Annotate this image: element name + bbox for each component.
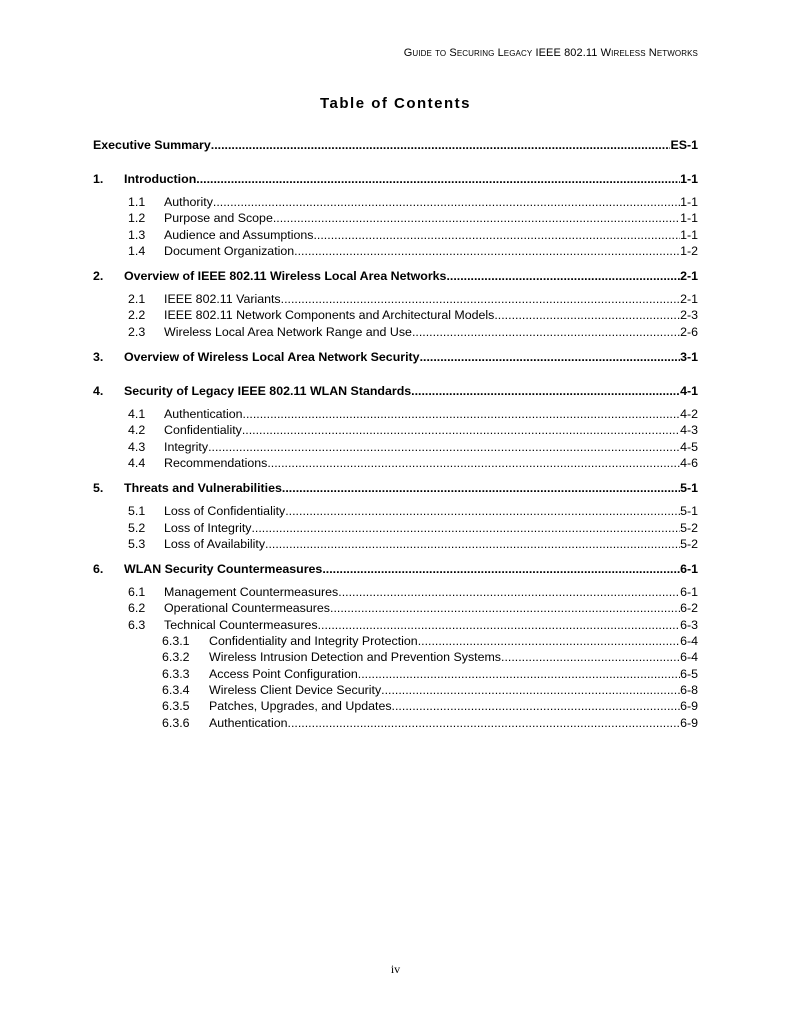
- toc-entry-label: Loss of Confidentiality: [164, 504, 286, 519]
- toc-subsection[interactable]: [93, 307, 698, 323]
- toc-subsubsection[interactable]: [93, 649, 698, 665]
- toc-entry-number: 5.: [93, 481, 104, 496]
- dot-leader: [418, 633, 680, 649]
- toc-entry-page: 6-1: [680, 585, 698, 600]
- dot-leader: [446, 267, 680, 285]
- toc-entry-label: Overview of Wireless Local Area Network Security: [124, 350, 420, 365]
- dot-leader: [294, 243, 680, 259]
- toc-entry-page: 2-1: [680, 292, 698, 307]
- toc-entry-label: Authentication: [209, 715, 288, 730]
- toc-entry-page: 5-2: [680, 520, 698, 535]
- toc-entry-label: Threats and Vulnerabilities: [124, 481, 282, 496]
- toc-entry-label: IEEE 802.11 Network Components and Architectural Models: [164, 308, 495, 323]
- toc-entry-label: Wireless Local Area Network Range and Use: [164, 324, 412, 339]
- dot-leader: [265, 536, 680, 552]
- dot-leader: [273, 210, 680, 226]
- toc-entry-number: 2.2: [128, 308, 146, 323]
- toc-subsection[interactable]: [93, 324, 698, 340]
- toc-entry-label: Wireless Client Device Security: [209, 682, 382, 697]
- dot-leader: [242, 422, 680, 438]
- toc-entry-page: 4-1: [680, 384, 698, 399]
- dot-leader: [282, 479, 680, 497]
- toc-entry-page: 6-3: [680, 617, 698, 632]
- toc-entry-page: 6-5: [680, 666, 698, 681]
- toc-subsection[interactable]: [93, 210, 698, 226]
- toc-subsection[interactable]: [93, 439, 698, 455]
- toc-entry-label: Wireless Intrusion Detection and Prevention Systems: [209, 650, 501, 665]
- toc-entry-page: 6-8: [680, 682, 698, 697]
- toc-entry-page: 1-1: [680, 195, 698, 209]
- toc-entry-label: Technical Countermeasures: [164, 617, 318, 632]
- toc-entry-page: 6-2: [680, 601, 698, 616]
- dot-leader: [211, 136, 671, 154]
- toc-entry-page: 1-1: [680, 211, 698, 226]
- toc-entry-number: 6.3.4: [162, 682, 190, 697]
- toc-entry-label: Executive Summary: [93, 138, 211, 152]
- toc-entry-number: 4.4: [128, 455, 146, 470]
- toc-entry-page: 2-1: [680, 269, 698, 284]
- toc-subsection[interactable]: [93, 520, 698, 536]
- dot-leader: [285, 503, 680, 519]
- dot-leader: [381, 682, 680, 698]
- toc-entry-number: 1.: [93, 172, 104, 186]
- toc-entry-number: 2.1: [128, 292, 146, 307]
- toc-entry-label: Overview of IEEE 802.11 Wireless Local Area Networks: [124, 269, 447, 284]
- toc-subsection[interactable]: [93, 227, 698, 243]
- toc-entry-label: Security of Legacy IEEE 802.11 WLAN Standards: [124, 384, 412, 399]
- toc-entry-label: Introduction: [124, 172, 197, 186]
- toc-entry-page: 6-9: [680, 699, 698, 714]
- toc-entry-number: 5.1: [128, 504, 146, 519]
- toc-entry-label: Management Countermeasures: [164, 585, 339, 600]
- toc-section-5[interactable]: [93, 479, 698, 497]
- toc-entry-number: 6.3.1: [162, 634, 190, 649]
- toc-subsection[interactable]: [93, 291, 698, 307]
- toc-entry-label: Document Organization: [164, 243, 295, 258]
- dot-leader: [288, 715, 681, 731]
- toc-subsubsection[interactable]: [93, 666, 698, 682]
- toc-entry-page: 4-3: [680, 423, 698, 438]
- toc-entry-label: Loss of Availability: [164, 536, 266, 551]
- toc-section-3[interactable]: [93, 348, 698, 366]
- toc-subsubsection[interactable]: [93, 715, 698, 731]
- toc-entry-label: Integrity: [164, 439, 209, 454]
- toc-entry-page: 6-1: [680, 562, 698, 577]
- toc-entry-label: Purpose and Scope: [164, 211, 273, 226]
- toc-subsection[interactable]: [93, 194, 698, 210]
- toc-entry-page: 5-2: [680, 536, 698, 551]
- toc-entry-label: Audience and Assumptions: [164, 227, 314, 242]
- toc-entry-page: 4-2: [680, 407, 698, 422]
- toc-entry-number: 1.1: [128, 195, 146, 209]
- toc-subsubsection[interactable]: [93, 682, 698, 698]
- dot-leader: [318, 617, 680, 633]
- toc-subsection[interactable]: [93, 600, 698, 616]
- dot-leader: [213, 194, 680, 210]
- page-number: iv: [390, 962, 401, 976]
- toc-subsection[interactable]: [93, 406, 698, 422]
- toc-entry-number: 3.: [93, 350, 104, 365]
- toc-entry-label: Operational Countermeasures: [164, 601, 330, 616]
- toc-entry-label: Patches, Upgrades, and Updates: [209, 699, 392, 714]
- toc-entry-label: Loss of Integrity: [164, 520, 252, 535]
- toc-subsection[interactable]: [93, 455, 698, 471]
- toc-entry-page: 5-1: [680, 481, 698, 496]
- toc-entry-number: 5.2: [128, 520, 146, 535]
- dot-leader: [392, 698, 681, 714]
- toc-entry-number: 1.2: [128, 211, 146, 226]
- toc-entry-label: Access Point Configuration: [209, 666, 358, 681]
- table-of-contents: [93, 136, 698, 731]
- toc-subsection[interactable]: [93, 422, 698, 438]
- toc-subsection[interactable]: [93, 617, 698, 633]
- toc-entry-number: 4.: [93, 384, 104, 399]
- toc-entry-number: 6.: [93, 562, 104, 577]
- dot-leader: [251, 520, 680, 536]
- toc-sections: [93, 170, 698, 731]
- toc-section-6[interactable]: [93, 560, 698, 578]
- toc-entry-number: 4.2: [128, 423, 146, 438]
- toc-section-4[interactable]: [93, 382, 698, 400]
- dot-leader: [243, 406, 681, 422]
- toc-section-2[interactable]: [93, 267, 698, 285]
- toc-subsubsection[interactable]: [93, 633, 698, 649]
- toc-entry-label: WLAN Security Countermeasures: [124, 562, 323, 577]
- toc-subsection[interactable]: [93, 584, 698, 600]
- toc-subsection[interactable]: [93, 536, 698, 552]
- toc-entry-page: 6-4: [680, 650, 698, 665]
- toc-entry-number: 5.3: [128, 536, 146, 551]
- toc-entry-page: 2-6: [680, 324, 698, 339]
- toc-entry-page: 3-1: [680, 350, 698, 365]
- dot-leader: [208, 439, 680, 455]
- toc-entry-number: 2.: [93, 269, 104, 284]
- toc-entry-number: 6.3.2: [162, 650, 190, 665]
- toc-entry-page: 1-1: [680, 227, 698, 242]
- toc-entry-page: 4-6: [680, 455, 698, 470]
- toc-entry-page: 5-1: [680, 504, 698, 519]
- toc-subsubsection[interactable]: [93, 698, 698, 714]
- toc-entry-number: 4.1: [128, 407, 146, 422]
- toc-entry-label: Authority: [164, 195, 213, 209]
- toc-entry-number: 6.3: [128, 617, 146, 632]
- dot-leader: [412, 324, 680, 340]
- toc-entry-page: 1-2: [680, 243, 698, 258]
- toc-entry-label: Confidentiality: [164, 423, 242, 438]
- dot-leader: [411, 382, 680, 400]
- dot-leader: [313, 227, 680, 243]
- toc-entry-number: 6.3.3: [162, 666, 190, 681]
- toc-section-1[interactable]: [93, 170, 698, 188]
- dot-leader: [358, 666, 680, 682]
- toc-entry-label: Recommendations: [164, 455, 268, 470]
- toc-entry-number: 2.3: [128, 324, 146, 339]
- toc-entry-number: 4.3: [128, 439, 146, 454]
- running-header: Guide to Securing Legacy IEEE 802.11 Wireless Networks: [403, 47, 698, 59]
- dot-leader: [267, 455, 680, 471]
- toc-entry-page: 2-3: [680, 308, 698, 323]
- toc-entry-page: 4-5: [680, 439, 698, 454]
- dot-leader: [196, 170, 680, 188]
- toc-entry-label: Authentication: [164, 407, 243, 422]
- toc-entry-number: 6.2: [128, 601, 146, 616]
- toc-entry-number: 6.3.5: [162, 699, 190, 714]
- dot-leader: [420, 348, 681, 366]
- toc-entry-number: 1.4: [128, 243, 146, 258]
- toc-entry-number: 1.3: [128, 227, 146, 242]
- dot-leader: [281, 291, 680, 307]
- dot-leader: [330, 600, 680, 616]
- toc-entry-page: 6-4: [680, 634, 698, 649]
- toc-entry-executive-summary[interactable]: [93, 136, 698, 154]
- toc-subsection[interactable]: [93, 503, 698, 519]
- toc-entry-number: 6.1: [128, 585, 146, 600]
- page-title: Table of Contents: [319, 95, 472, 112]
- dot-leader: [494, 307, 680, 323]
- toc-subsection[interactable]: [93, 243, 698, 259]
- toc-entry-label: IEEE 802.11 Variants: [164, 292, 281, 307]
- toc-entry-page: 6-9: [680, 715, 698, 730]
- toc-entry-number: 6.3.6: [162, 715, 190, 730]
- dot-leader: [322, 560, 680, 578]
- dot-leader: [501, 649, 680, 665]
- toc-entry-page: 1-1: [680, 172, 698, 186]
- toc-entry-label: Confidentiality and Integrity Protection: [209, 634, 418, 649]
- toc-entry-page: ES-1: [670, 138, 698, 152]
- dot-leader: [338, 584, 680, 600]
